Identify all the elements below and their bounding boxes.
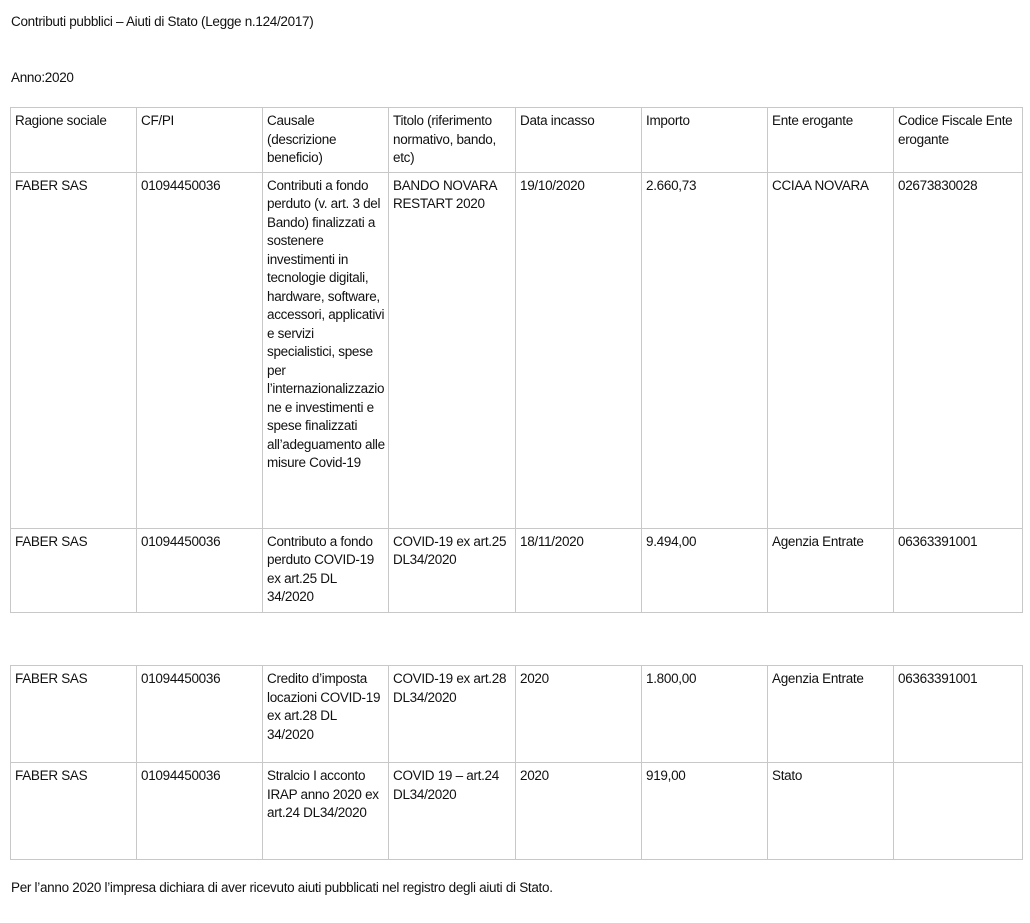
cell-importo: 2.660,73 <box>642 172 768 528</box>
page-title: Contributi pubblici – Aiuti di Stato (Legge n.124/2017) <box>11 14 314 29</box>
cell-causale: Contributo a fondo perduto COVID-19 ex art.25 DL 34/2020 <box>263 528 389 612</box>
table-header-row <box>11 108 1023 173</box>
col-header-titolo: Titolo (riferimento normativo, bando, etc) <box>389 108 516 173</box>
cell-cf-ente: 06363391001 <box>894 666 1023 763</box>
cell-cf-pi: 01094450036 <box>137 528 263 612</box>
table-row <box>11 528 1023 612</box>
cell-ragione-sociale: FABER SAS <box>11 172 137 528</box>
cell-ente-erogante: CCIAA NOVARA <box>768 172 894 528</box>
aid-table-page-1 <box>10 107 1023 613</box>
cell-cf-pi: 01094450036 <box>137 763 263 860</box>
table-row <box>11 763 1023 860</box>
cell-causale: Contributi a fondo perduto (v. art. 3 del Bando) finalizzati a sostenere investimenti in tecnologie digitali, hardware, software, accessori, applicativi e servizi specialistici, spese per l’internazionalizzazione e investimenti e spese finalizzati all’adeguamento alle misure Covid-19 <box>263 172 389 528</box>
cell-cf-ente: 06363391001 <box>894 528 1023 612</box>
cell-cf-ente <box>894 763 1023 860</box>
cell-ente-erogante: Agenzia Entrate <box>768 528 894 612</box>
cell-ragione-sociale: FABER SAS <box>11 666 137 763</box>
col-header-ragione-sociale: Ragione sociale <box>11 108 137 173</box>
aid-table-page-2 <box>10 665 1023 860</box>
cell-causale: Credito d’imposta locazioni COVID-19 ex art.28 DL 34/2020 <box>263 666 389 763</box>
cell-titolo: BANDO NOVARA RESTART 2020 <box>389 172 516 528</box>
cell-titolo: COVID 19 – art.24 DL34/2020 <box>389 763 516 860</box>
cell-data-incasso: 18/11/2020 <box>516 528 642 612</box>
cell-causale: Stralcio I acconto IRAP anno 2020 ex art.24 DL34/2020 <box>263 763 389 860</box>
cell-cf-pi: 01094450036 <box>137 172 263 528</box>
col-header-cf-pi: CF/PI <box>137 108 263 173</box>
cell-cf-ente: 02673830028 <box>894 172 1023 528</box>
cell-titolo: COVID-19 ex art.28 DL34/2020 <box>389 666 516 763</box>
cell-ente-erogante: Stato <box>768 763 894 860</box>
table-row <box>11 666 1023 763</box>
cell-ragione-sociale: FABER SAS <box>11 528 137 612</box>
col-header-data-incasso: Data incasso <box>516 108 642 173</box>
cell-importo: 919,00 <box>642 763 768 860</box>
cell-ragione-sociale: FABER SAS <box>11 763 137 860</box>
cell-titolo: COVID-19 ex art.25 DL34/2020 <box>389 528 516 612</box>
cell-ente-erogante: Agenzia Entrate <box>768 666 894 763</box>
year-label: Anno:2020 <box>11 70 74 85</box>
table-row <box>11 172 1023 528</box>
cell-importo: 1.800,00 <box>642 666 768 763</box>
footer-declaration: Per l’anno 2020 l’impresa dichiara di aver ricevuto aiuti pubblicati nel registro degli aiuti di Stato. <box>11 880 553 895</box>
col-header-cf-ente: Codice Fiscale Ente erogante <box>894 108 1023 173</box>
col-header-ente-erogante: Ente erogante <box>768 108 894 173</box>
col-header-causale: Causale (descrizione beneficio) <box>263 108 389 173</box>
cell-data-incasso: 2020 <box>516 666 642 763</box>
col-header-importo: Importo <box>642 108 768 173</box>
cell-importo: 9.494,00 <box>642 528 768 612</box>
cell-cf-pi: 01094450036 <box>137 666 263 763</box>
cell-data-incasso: 19/10/2020 <box>516 172 642 528</box>
cell-data-incasso: 2020 <box>516 763 642 860</box>
